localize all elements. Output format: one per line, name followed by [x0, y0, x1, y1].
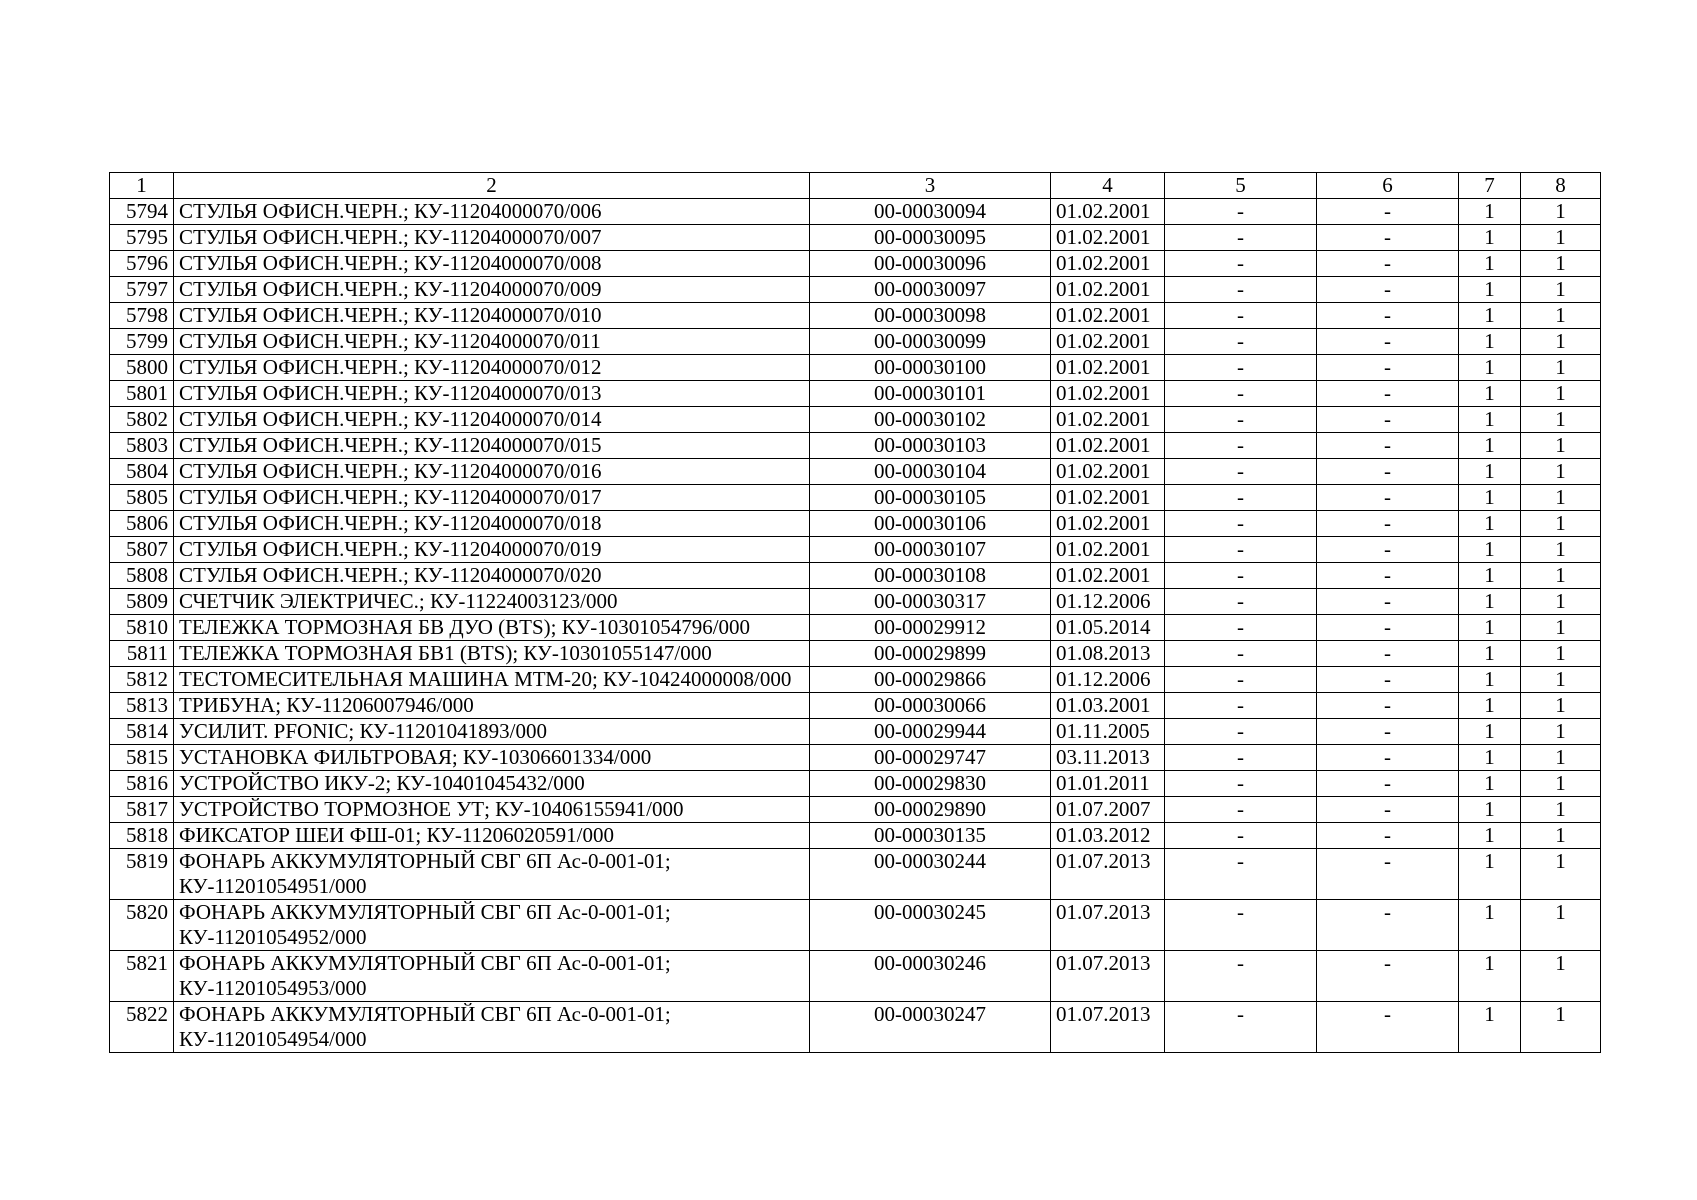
column-5-cell: -: [1165, 641, 1317, 667]
table-row: [110, 511, 1601, 537]
table-row: [110, 719, 1601, 745]
column-6-cell: -: [1317, 355, 1459, 381]
table-row: [110, 355, 1601, 381]
column-7-cell: 1: [1459, 849, 1521, 900]
column-8-cell: 1: [1521, 407, 1601, 433]
inventory-number-cell: 00-00030244: [810, 849, 1051, 900]
column-7-cell: 1: [1459, 303, 1521, 329]
column-6-cell: -: [1317, 303, 1459, 329]
column-8-cell: 1: [1521, 303, 1601, 329]
column-6-cell: -: [1317, 823, 1459, 849]
date-cell: 01.02.2001: [1051, 277, 1165, 303]
column-5-cell: -: [1165, 563, 1317, 589]
column-8-cell: 1: [1521, 719, 1601, 745]
column-5-cell: -: [1165, 719, 1317, 745]
inventory-number-cell: 00-00029830: [810, 771, 1051, 797]
column-header: 2: [174, 173, 810, 199]
row-number-cell: 5807: [110, 537, 174, 563]
row-number-cell: 5799: [110, 329, 174, 355]
column-6-cell: -: [1317, 745, 1459, 771]
column-6-cell: -: [1317, 951, 1459, 1002]
row-number-cell: 5822: [110, 1002, 174, 1053]
column-7-cell: 1: [1459, 641, 1521, 667]
column-7-cell: 1: [1459, 485, 1521, 511]
table-row: [110, 459, 1601, 485]
column-6-cell: -: [1317, 589, 1459, 615]
column-6-cell: -: [1317, 693, 1459, 719]
row-number-cell: 5797: [110, 277, 174, 303]
column-7-cell: 1: [1459, 951, 1521, 1002]
column-7-cell: 1: [1459, 407, 1521, 433]
table-row: [110, 537, 1601, 563]
column-6-cell: -: [1317, 563, 1459, 589]
column-7-cell: 1: [1459, 589, 1521, 615]
table-row: [110, 823, 1601, 849]
date-cell: 01.02.2001: [1051, 329, 1165, 355]
inventory-number-cell: 00-00030247: [810, 1002, 1051, 1053]
column-7-cell: 1: [1459, 745, 1521, 771]
column-8-cell: 1: [1521, 589, 1601, 615]
column-5-cell: -: [1165, 433, 1317, 459]
table-row: [110, 563, 1601, 589]
row-number-cell: 5796: [110, 251, 174, 277]
column-7-cell: 1: [1459, 563, 1521, 589]
inventory-number-cell: 00-00030245: [810, 900, 1051, 951]
column-8-cell: 1: [1521, 381, 1601, 407]
date-cell: 01.02.2001: [1051, 381, 1165, 407]
column-header: 5: [1165, 173, 1317, 199]
date-cell: 01.02.2001: [1051, 303, 1165, 329]
item-name-cell: СТУЛЬЯ ОФИСН.ЧЕРН.; КУ-11204000070/008: [174, 251, 810, 277]
inventory-number-cell: 00-00030098: [810, 303, 1051, 329]
inventory-number-cell: 00-00030104: [810, 459, 1051, 485]
column-6-cell: -: [1317, 511, 1459, 537]
column-5-cell: -: [1165, 900, 1317, 951]
column-6-cell: -: [1317, 849, 1459, 900]
column-7-cell: 1: [1459, 329, 1521, 355]
table-row: [110, 251, 1601, 277]
column-6-cell: -: [1317, 537, 1459, 563]
column-6-cell: -: [1317, 615, 1459, 641]
item-name-cell: УСТРОЙСТВО ТОРМОЗНОЕ УТ; КУ-10406155941/000: [174, 797, 810, 823]
item-name-cell: СЧЕТЧИК ЭЛЕКТРИЧЕС.; КУ-11224003123/000: [174, 589, 810, 615]
column-6-cell: -: [1317, 667, 1459, 693]
item-name-cell: ТЕЛЕЖКА ТОРМОЗНАЯ БВ1 (BTS); КУ-10301055147/000: [174, 641, 810, 667]
table-row: [110, 277, 1601, 303]
column-7-cell: 1: [1459, 615, 1521, 641]
inventory-number-cell: 00-00029747: [810, 745, 1051, 771]
row-number-cell: 5816: [110, 771, 174, 797]
item-name-cell: СТУЛЬЯ ОФИСН.ЧЕРН.; КУ-11204000070/017: [174, 485, 810, 511]
item-name-cell: СТУЛЬЯ ОФИСН.ЧЕРН.; КУ-11204000070/014: [174, 407, 810, 433]
column-6-cell: -: [1317, 641, 1459, 667]
date-cell: 01.07.2013: [1051, 1002, 1165, 1053]
column-5-cell: -: [1165, 485, 1317, 511]
date-cell: 01.07.2007: [1051, 797, 1165, 823]
table-row: [110, 900, 1601, 951]
row-number-cell: 5794: [110, 199, 174, 225]
item-name-cell: ТРИБУНА; КУ-11206007946/000: [174, 693, 810, 719]
row-number-cell: 5798: [110, 303, 174, 329]
column-8-cell: 1: [1521, 563, 1601, 589]
item-name-cell: ФОНАРЬ АККУМУЛЯТОРНЫЙ СВГ 6П Ас-0-001-01; КУ-11201054953/000: [174, 951, 810, 1002]
table-row: [110, 1002, 1601, 1053]
column-header: 3: [810, 173, 1051, 199]
column-7-cell: 1: [1459, 511, 1521, 537]
date-cell: 01.02.2001: [1051, 511, 1165, 537]
column-5-cell: -: [1165, 459, 1317, 485]
item-name-cell: УСТАНОВКА ФИЛЬТРОВАЯ; КУ-10306601334/000: [174, 745, 810, 771]
table-row: [110, 381, 1601, 407]
item-name-cell: СТУЛЬЯ ОФИСН.ЧЕРН.; КУ-11204000070/015: [174, 433, 810, 459]
table-row: [110, 771, 1601, 797]
header-row: [110, 173, 1601, 199]
column-5-cell: -: [1165, 277, 1317, 303]
inventory-number-cell: 00-00030317: [810, 589, 1051, 615]
inventory-number-cell: 00-00030101: [810, 381, 1051, 407]
item-name-cell: ТЕЛЕЖКА ТОРМОЗНАЯ БВ ДУО (BTS); КУ-10301054796/000: [174, 615, 810, 641]
column-6-cell: -: [1317, 199, 1459, 225]
inventory-number-cell: 00-00030105: [810, 485, 1051, 511]
column-5-cell: -: [1165, 355, 1317, 381]
column-8-cell: 1: [1521, 537, 1601, 563]
row-number-cell: 5804: [110, 459, 174, 485]
column-header: 7: [1459, 173, 1521, 199]
row-number-cell: 5821: [110, 951, 174, 1002]
column-6-cell: -: [1317, 381, 1459, 407]
table-row: [110, 745, 1601, 771]
column-5-cell: -: [1165, 797, 1317, 823]
item-name-cell: СТУЛЬЯ ОФИСН.ЧЕРН.; КУ-11204000070/010: [174, 303, 810, 329]
row-number-cell: 5812: [110, 667, 174, 693]
item-name-cell: ФОНАРЬ АККУМУЛЯТОРНЫЙ СВГ 6П Ас-0-001-01; КУ-11201054951/000: [174, 849, 810, 900]
column-6-cell: -: [1317, 277, 1459, 303]
column-5-cell: -: [1165, 225, 1317, 251]
row-number-cell: 5803: [110, 433, 174, 459]
column-header: 4: [1051, 173, 1165, 199]
column-6-cell: -: [1317, 771, 1459, 797]
column-6-cell: -: [1317, 407, 1459, 433]
column-7-cell: 1: [1459, 1002, 1521, 1053]
date-cell: 01.08.2013: [1051, 641, 1165, 667]
column-7-cell: 1: [1459, 693, 1521, 719]
item-name-cell: СТУЛЬЯ ОФИСН.ЧЕРН.; КУ-11204000070/007: [174, 225, 810, 251]
date-cell: 01.02.2001: [1051, 225, 1165, 251]
date-cell: 01.01.2011: [1051, 771, 1165, 797]
column-7-cell: 1: [1459, 277, 1521, 303]
column-6-cell: -: [1317, 900, 1459, 951]
column-5-cell: -: [1165, 951, 1317, 1002]
inventory-number-cell: 00-00029944: [810, 719, 1051, 745]
inventory-number-cell: 00-00030103: [810, 433, 1051, 459]
table-row: [110, 693, 1601, 719]
column-6-cell: -: [1317, 719, 1459, 745]
column-7-cell: 1: [1459, 225, 1521, 251]
column-5-cell: -: [1165, 407, 1317, 433]
date-cell: 01.05.2014: [1051, 615, 1165, 641]
column-8-cell: 1: [1521, 615, 1601, 641]
date-cell: 01.02.2001: [1051, 537, 1165, 563]
column-8-cell: 1: [1521, 199, 1601, 225]
inventory-number-cell: 00-00030246: [810, 951, 1051, 1002]
item-name-cell: ФОНАРЬ АККУМУЛЯТОРНЫЙ СВГ 6П Ас-0-001-01; КУ-11201054952/000: [174, 900, 810, 951]
inventory-number-cell: 00-00029866: [810, 667, 1051, 693]
column-8-cell: 1: [1521, 485, 1601, 511]
column-7-cell: 1: [1459, 771, 1521, 797]
table-row: [110, 797, 1601, 823]
column-5-cell: -: [1165, 537, 1317, 563]
column-7-cell: 1: [1459, 355, 1521, 381]
column-8-cell: 1: [1521, 849, 1601, 900]
table-row: [110, 667, 1601, 693]
column-8-cell: 1: [1521, 355, 1601, 381]
column-5-cell: -: [1165, 1002, 1317, 1053]
column-5-cell: -: [1165, 303, 1317, 329]
inventory-number-cell: 00-00030108: [810, 563, 1051, 589]
table-row: [110, 951, 1601, 1002]
row-number-cell: 5811: [110, 641, 174, 667]
column-8-cell: 1: [1521, 1002, 1601, 1053]
column-5-cell: -: [1165, 615, 1317, 641]
row-number-cell: 5806: [110, 511, 174, 537]
row-number-cell: 5819: [110, 849, 174, 900]
item-name-cell: СТУЛЬЯ ОФИСН.ЧЕРН.; КУ-11204000070/011: [174, 329, 810, 355]
date-cell: 01.02.2001: [1051, 563, 1165, 589]
inventory-number-cell: 00-00030094: [810, 199, 1051, 225]
date-cell: 01.02.2001: [1051, 459, 1165, 485]
row-number-cell: 5808: [110, 563, 174, 589]
column-header: 8: [1521, 173, 1601, 199]
column-7-cell: 1: [1459, 797, 1521, 823]
column-8-cell: 1: [1521, 641, 1601, 667]
date-cell: 01.02.2001: [1051, 407, 1165, 433]
row-number-cell: 5813: [110, 693, 174, 719]
row-number-cell: 5817: [110, 797, 174, 823]
date-cell: 01.02.2001: [1051, 355, 1165, 381]
column-8-cell: 1: [1521, 225, 1601, 251]
table-row: [110, 615, 1601, 641]
registry-table: [109, 172, 1601, 1053]
table-row: [110, 329, 1601, 355]
row-number-cell: 5815: [110, 745, 174, 771]
column-6-cell: -: [1317, 251, 1459, 277]
row-number-cell: 5805: [110, 485, 174, 511]
column-8-cell: 1: [1521, 459, 1601, 485]
column-7-cell: 1: [1459, 381, 1521, 407]
table-row: [110, 641, 1601, 667]
column-header: 6: [1317, 173, 1459, 199]
item-name-cell: СТУЛЬЯ ОФИСН.ЧЕРН.; КУ-11204000070/018: [174, 511, 810, 537]
date-cell: 01.02.2001: [1051, 199, 1165, 225]
inventory-number-cell: 00-00030102: [810, 407, 1051, 433]
date-cell: 01.07.2013: [1051, 900, 1165, 951]
column-8-cell: 1: [1521, 900, 1601, 951]
table-row: [110, 407, 1601, 433]
item-name-cell: СТУЛЬЯ ОФИСН.ЧЕРН.; КУ-11204000070/019: [174, 537, 810, 563]
inventory-number-cell: 00-00030095: [810, 225, 1051, 251]
column-6-cell: -: [1317, 797, 1459, 823]
column-8-cell: 1: [1521, 797, 1601, 823]
column-6-cell: -: [1317, 1002, 1459, 1053]
item-name-cell: ФИКСАТОР ШЕИ ФШ-01; КУ-11206020591/000: [174, 823, 810, 849]
inventory-number-cell: 00-00030066: [810, 693, 1051, 719]
column-5-cell: -: [1165, 693, 1317, 719]
item-name-cell: ФОНАРЬ АККУМУЛЯТОРНЫЙ СВГ 6П Ас-0-001-01; КУ-11201054954/000: [174, 1002, 810, 1053]
row-number-cell: 5795: [110, 225, 174, 251]
table-row: [110, 433, 1601, 459]
column-8-cell: 1: [1521, 823, 1601, 849]
inventory-number-cell: 00-00029912: [810, 615, 1051, 641]
date-cell: 01.02.2001: [1051, 433, 1165, 459]
column-7-cell: 1: [1459, 459, 1521, 485]
date-cell: 01.11.2005: [1051, 719, 1165, 745]
date-cell: 01.07.2013: [1051, 849, 1165, 900]
inventory-number-cell: 00-00030097: [810, 277, 1051, 303]
column-8-cell: 1: [1521, 251, 1601, 277]
column-8-cell: 1: [1521, 329, 1601, 355]
column-5-cell: -: [1165, 771, 1317, 797]
table-row: [110, 225, 1601, 251]
item-name-cell: СТУЛЬЯ ОФИСН.ЧЕРН.; КУ-11204000070/006: [174, 199, 810, 225]
inventory-number-cell: 00-00030135: [810, 823, 1051, 849]
inventory-number-cell: 00-00029890: [810, 797, 1051, 823]
date-cell: 01.03.2012: [1051, 823, 1165, 849]
column-7-cell: 1: [1459, 433, 1521, 459]
column-5-cell: -: [1165, 199, 1317, 225]
row-number-cell: 5818: [110, 823, 174, 849]
column-5-cell: -: [1165, 589, 1317, 615]
column-7-cell: 1: [1459, 537, 1521, 563]
item-name-cell: УСТРОЙСТВО ИКУ-2; КУ-10401045432/000: [174, 771, 810, 797]
inventory-number-cell: 00-00030096: [810, 251, 1051, 277]
row-number-cell: 5810: [110, 615, 174, 641]
column-6-cell: -: [1317, 459, 1459, 485]
column-5-cell: -: [1165, 823, 1317, 849]
column-5-cell: -: [1165, 381, 1317, 407]
column-7-cell: 1: [1459, 667, 1521, 693]
date-cell: 03.11.2013: [1051, 745, 1165, 771]
row-number-cell: 5801: [110, 381, 174, 407]
date-cell: 01.02.2001: [1051, 251, 1165, 277]
date-cell: 01.07.2013: [1051, 951, 1165, 1002]
row-number-cell: 5800: [110, 355, 174, 381]
column-8-cell: 1: [1521, 511, 1601, 537]
table-body: [110, 199, 1601, 1053]
table-row: [110, 199, 1601, 225]
date-cell: 01.12.2006: [1051, 667, 1165, 693]
column-5-cell: -: [1165, 251, 1317, 277]
item-name-cell: СТУЛЬЯ ОФИСН.ЧЕРН.; КУ-11204000070/012: [174, 355, 810, 381]
column-6-cell: -: [1317, 433, 1459, 459]
inventory-number-cell: 00-00030106: [810, 511, 1051, 537]
date-cell: 01.03.2001: [1051, 693, 1165, 719]
item-name-cell: ТЕСТОМЕСИТЕЛЬНАЯ МАШИНА МТМ-20; КУ-10424000008/000: [174, 667, 810, 693]
column-6-cell: -: [1317, 225, 1459, 251]
column-6-cell: -: [1317, 485, 1459, 511]
column-8-cell: 1: [1521, 667, 1601, 693]
column-8-cell: 1: [1521, 693, 1601, 719]
table-row: [110, 303, 1601, 329]
column-7-cell: 1: [1459, 900, 1521, 951]
table-row: [110, 849, 1601, 900]
column-5-cell: -: [1165, 329, 1317, 355]
row-number-cell: 5820: [110, 900, 174, 951]
item-name-cell: СТУЛЬЯ ОФИСН.ЧЕРН.; КУ-11204000070/013: [174, 381, 810, 407]
column-5-cell: -: [1165, 745, 1317, 771]
column-8-cell: 1: [1521, 771, 1601, 797]
column-5-cell: -: [1165, 849, 1317, 900]
table-row: [110, 485, 1601, 511]
row-number-cell: 5809: [110, 589, 174, 615]
column-5-cell: -: [1165, 667, 1317, 693]
column-7-cell: 1: [1459, 823, 1521, 849]
inventory-number-cell: 00-00029899: [810, 641, 1051, 667]
item-name-cell: СТУЛЬЯ ОФИСН.ЧЕРН.; КУ-11204000070/009: [174, 277, 810, 303]
column-7-cell: 1: [1459, 199, 1521, 225]
date-cell: 01.12.2006: [1051, 589, 1165, 615]
row-number-cell: 5814: [110, 719, 174, 745]
row-number-cell: 5802: [110, 407, 174, 433]
item-name-cell: УСИЛИТ. PFONIC; КУ-11201041893/000: [174, 719, 810, 745]
date-cell: 01.02.2001: [1051, 485, 1165, 511]
inventory-number-cell: 00-00030100: [810, 355, 1051, 381]
column-5-cell: -: [1165, 511, 1317, 537]
column-header: 1: [110, 173, 174, 199]
column-8-cell: 1: [1521, 745, 1601, 771]
inventory-number-cell: 00-00030107: [810, 537, 1051, 563]
column-6-cell: -: [1317, 329, 1459, 355]
column-8-cell: 1: [1521, 433, 1601, 459]
column-7-cell: 1: [1459, 251, 1521, 277]
column-7-cell: 1: [1459, 719, 1521, 745]
column-8-cell: 1: [1521, 951, 1601, 1002]
item-name-cell: СТУЛЬЯ ОФИСН.ЧЕРН.; КУ-11204000070/016: [174, 459, 810, 485]
column-8-cell: 1: [1521, 277, 1601, 303]
inventory-number-cell: 00-00030099: [810, 329, 1051, 355]
table-row: [110, 589, 1601, 615]
item-name-cell: СТУЛЬЯ ОФИСН.ЧЕРН.; КУ-11204000070/020: [174, 563, 810, 589]
